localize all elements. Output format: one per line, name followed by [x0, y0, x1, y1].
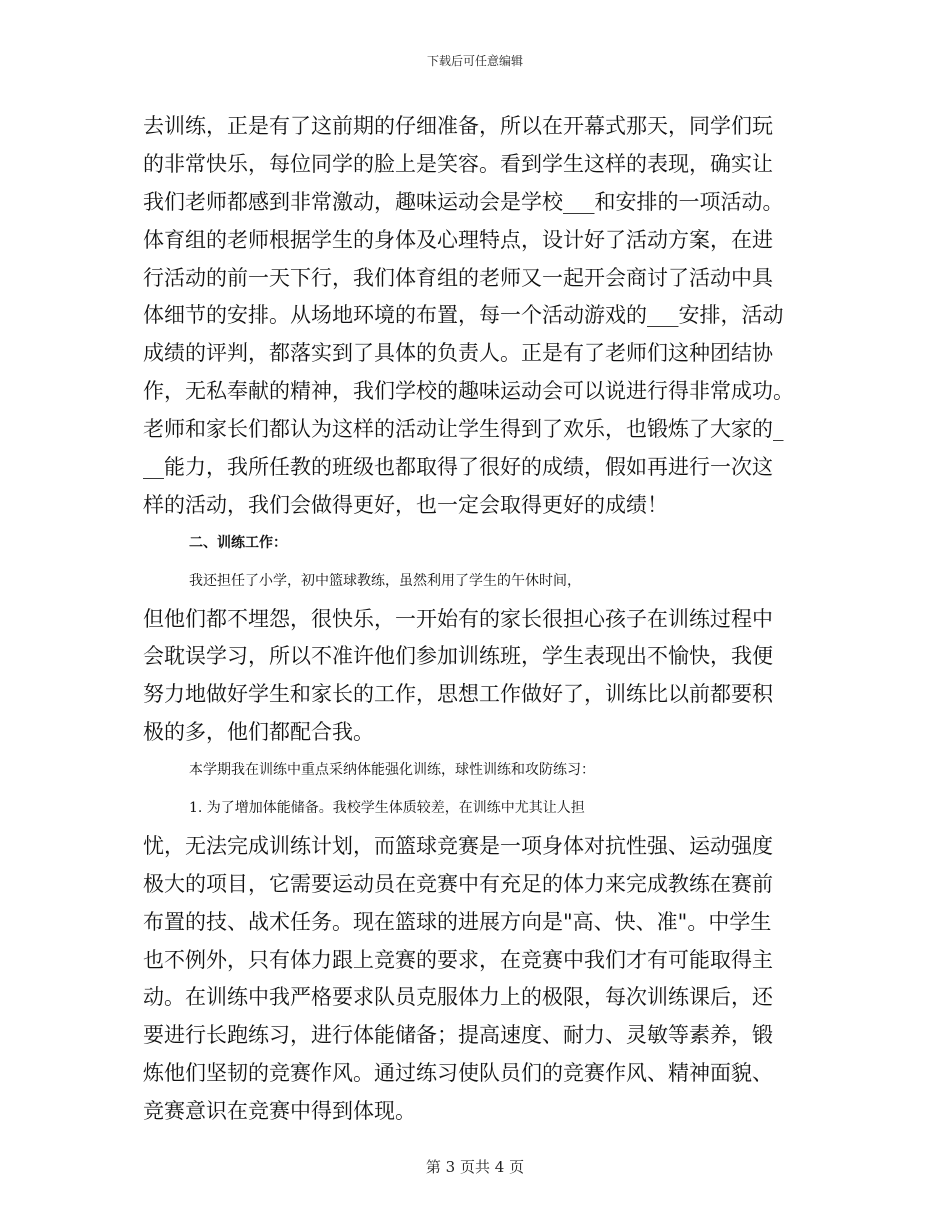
paragraph-line: 的非常快乐，每位同学的脸上是笑容。看到学生这样的表现，确实让 — [143, 151, 773, 176]
paragraph-line: __能力，我所任教的班级也都取得了很好的成绩，假如再进行一次这 — [143, 455, 773, 480]
paragraph-line: 努力地做好学生和家长的工作，思想工作做好了，训练比以前都要积 — [143, 682, 773, 707]
paragraph-line: 动。在训练中我严格要求队员克服体力上的极限，每次训练课后，还 — [143, 985, 773, 1010]
page-header: 下载后可任意编辑 — [426, 54, 523, 68]
paragraph-line: 样的活动，我们会做得更好，也一定会取得更好的成绩！ — [143, 492, 668, 517]
paragraph-line: 我还担任了小学，初中篮球教练，虽然利用了学生的午休时间， — [189, 572, 581, 589]
paragraph-line: 极大的项目，它需要运动员在竞赛中有充足的体力来完成教练在赛前 — [143, 871, 773, 896]
section-heading: 二、训练工作： — [189, 534, 287, 551]
paragraph-line: 炼他们坚韧的竞赛作风。通过练习使队员们的竞赛作风、精神面貌、 — [143, 1061, 773, 1086]
paragraph-line: 本学期我在训练中重点采纳体能强化训练，球性训练和攻防练习： — [189, 762, 595, 779]
paragraph-line: 忧，无法完成训练计划，而篮球竞赛是一项身体对抗性强、运动强度 — [143, 833, 773, 858]
paragraph-line: 极的多，他们都配合我。 — [143, 720, 374, 745]
paragraph-line: 体育组的老师根据学生的身体及心理特点，设计好了活动方案，在进 — [143, 227, 773, 252]
paragraph-line: 成绩的评判，都落实到了具体的负责人。正是有了老师们这种团结协 — [143, 341, 773, 366]
paragraph-line: 体细节的安排。从场地环境的布置，每一个活动游戏的___安排，活动 — [143, 303, 784, 328]
paragraph-line: 1. 为了增加体能储备。我校学生体质较差，在训练中尤其让人担 — [189, 800, 585, 817]
paragraph-line: 也不例外，只有体力跟上竞赛的要求，在竞赛中我们才有可能取得主 — [143, 947, 773, 972]
document-body — [143, 108, 807, 1131]
paragraph-line: 布置的技、战术任务。现在篮球的进展方向是"高、快、准"。中学生 — [143, 909, 772, 934]
paragraph-line: 行活动的前一天下行，我们体育组的老师又一起开会商讨了活动中具 — [143, 265, 773, 290]
paragraph-line: 竞赛意识在竞赛中得到体现。 — [143, 1099, 416, 1124]
paragraph-line: 我们老师都感到非常激动，趣味运动会是学校___和安排的一项活动。 — [143, 189, 784, 214]
paragraph-line: 去训练，正是有了这前期的仔细准备，所以在开幕式那天，同学们玩 — [143, 114, 773, 138]
paragraph-line: 老师和家长们都认为这样的活动让学生得到了欢乐，也锻炼了大家的_ — [143, 417, 784, 442]
page-footer: 第 3 页共 4 页 — [425, 1158, 525, 1176]
paragraph-line: 作，无私奉献的精神，我们学校的趣味运动会可以说进行得非常成功。 — [143, 379, 794, 404]
paragraph-line: 会耽误学习，所以不准许他们参加训练班，学生表现出不愉快，我便 — [143, 644, 773, 669]
paragraph-line: 要进行长跑练习，进行体能储备；提高速度、耐力、灵敏等素养，锻 — [143, 1023, 773, 1048]
paragraph-line: 但他们都不埋怨，很快乐，一开始有的家长很担心孩子在训练过程中 — [143, 606, 773, 631]
